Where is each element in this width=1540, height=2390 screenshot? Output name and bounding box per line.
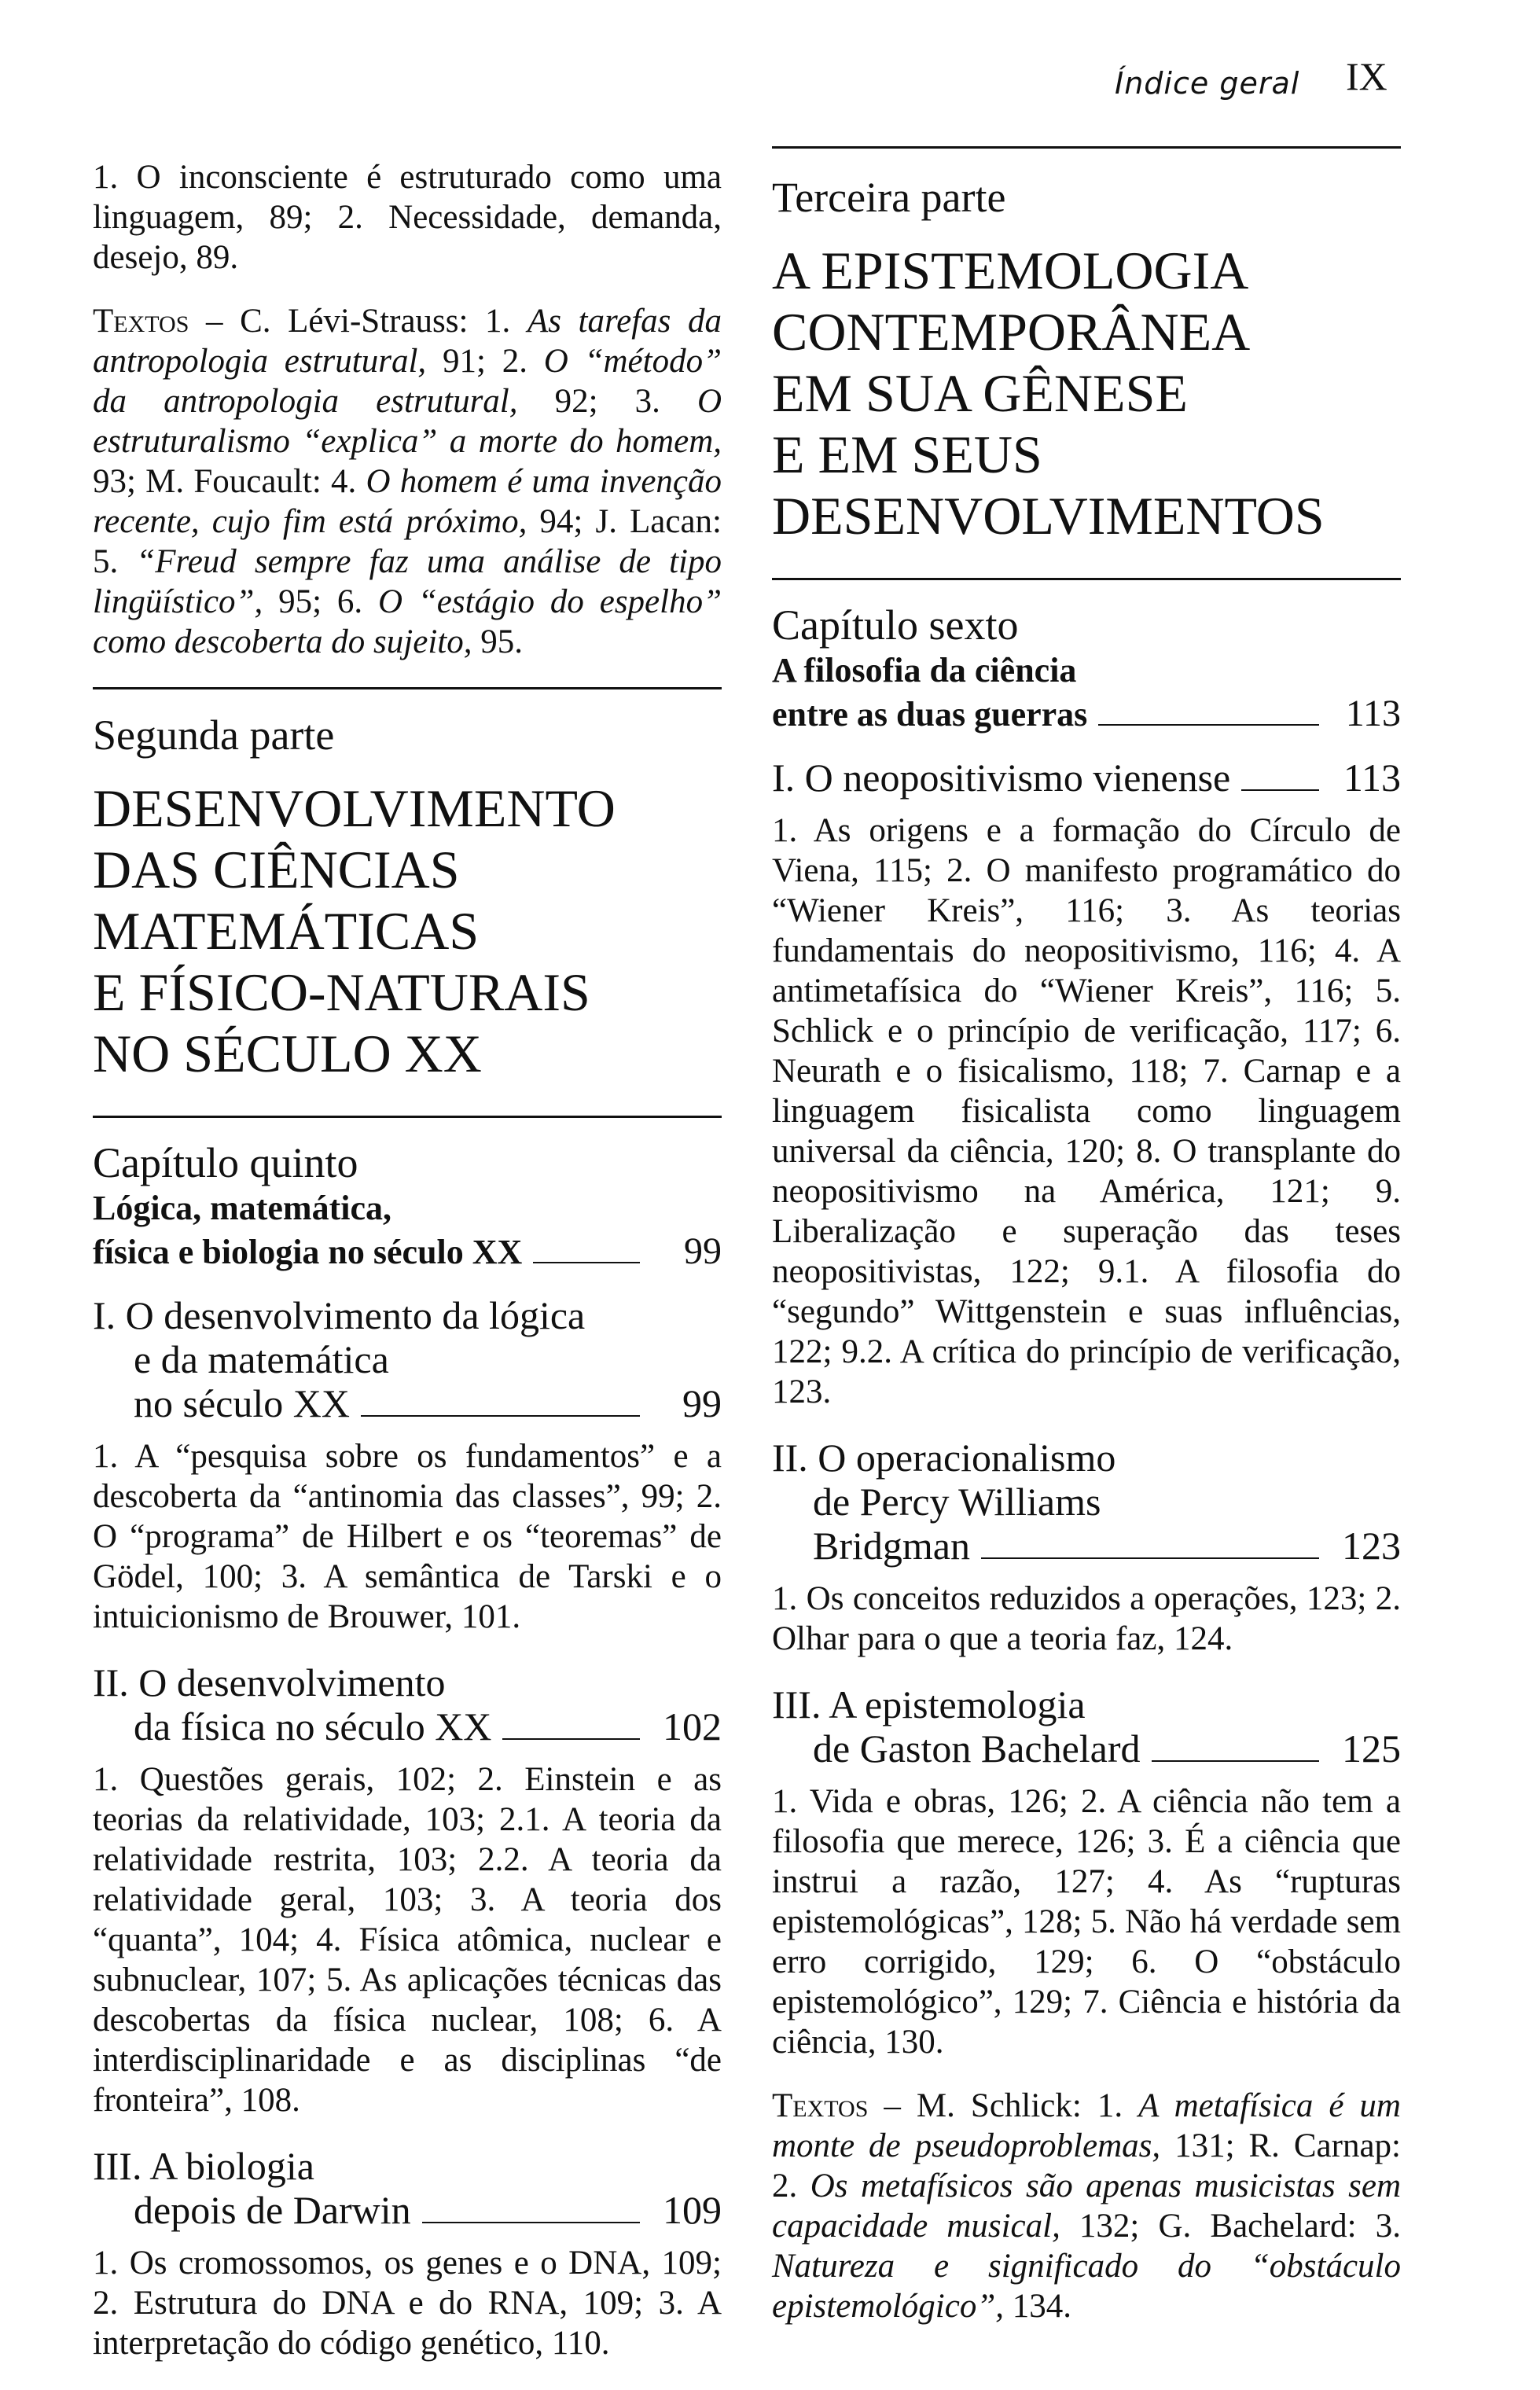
text-title: “Freud sempre faz uma análise de tipo lingüístico”, <box>93 543 722 620</box>
toc-entry-operationalism <box>772 1436 1401 1568</box>
toc-entry-logic <box>93 1293 722 1425</box>
divider <box>772 146 1401 149</box>
texts-part: 93; M. Foucault: 4. <box>93 463 366 500</box>
entry-summary: 1. Os conceitos reduzidos a operações, 123; 2. Olhar para o que a teoria faz, 124. <box>772 1580 1401 1657</box>
texts-part: 95; 6. <box>263 583 378 620</box>
texts-part: 92; 3. <box>517 383 697 420</box>
entry-title-line <box>93 1381 722 1425</box>
texts-part: 132; G. Bachelard: 3. <box>1060 2208 1401 2245</box>
page-header <box>0 53 1540 116</box>
chapter-page: 113 <box>1345 693 1401 734</box>
toc-entry-neopositivism <box>772 756 1401 800</box>
entry-title: III. A biologia <box>93 2144 314 2188</box>
texts-part: 94; J. Lacan: 5. <box>93 503 722 580</box>
entry-title: depois de Darwin <box>134 2188 411 2232</box>
part-title-line: CONTEMPORÂNEA <box>772 302 1251 362</box>
toc-entry-physics <box>93 1660 722 1748</box>
part-label: Segunda parte <box>93 711 335 759</box>
chapter-title-line <box>93 1230 722 1273</box>
part-label: Terceira parte <box>772 174 1006 221</box>
entry-title-line <box>93 1704 722 1748</box>
entry-title: da física no século XX <box>134 1704 492 1748</box>
entry-title: de Percy Williams <box>813 1480 1101 1524</box>
entry-title: I. O neopositivismo vienense <box>772 756 1231 800</box>
text-title: As tarefas da antropologia estrutural, <box>93 303 722 380</box>
dot-leader <box>502 1738 640 1740</box>
part-title <box>93 778 722 1084</box>
toc-entry-biology <box>93 2144 722 2232</box>
divider <box>93 687 722 689</box>
chapter-title: entre as duas guerras <box>772 695 1088 734</box>
dot-leader <box>1241 789 1319 791</box>
divider <box>772 578 1401 580</box>
entry-title-line <box>772 756 1401 800</box>
entry-page: 113 <box>1343 756 1401 800</box>
entry-summary: 1. Questões gerais, 102; 2. Einstein e as teorias da relatividade, 103; 2.1. A teoria da relatividade restrita, 103; 2.2. A teoria da relatividade geral, 103; 3. A teoria dos “quanta”, 104; 4. Física atômica, nuclear e subnuclear, 107; 5. As aplicações técnicas das descobertas da física nuclear, 108; 6. A interdisciplinaridade e as disciplinas “de fronteira”, 108. <box>93 1761 722 2119</box>
chapter-label: Capítulo sexto <box>772 601 1019 649</box>
entry-title: II. O desenvolvimento <box>93 1660 446 1704</box>
part-title-line: DESENVOLVIMENTO <box>93 778 616 838</box>
part-title-line: MATEMÁTICAS <box>93 901 480 961</box>
text-title: O homem é uma invenção recente, cujo fim está próximo, <box>93 463 722 540</box>
chapter-label: Capítulo quinto <box>93 1139 358 1186</box>
chapter-four-summary: 1. O inconsciente é estruturado como uma linguagem, 89; 2. Necessidade, demanda, desejo, 89. <box>93 159 722 276</box>
dot-leader <box>361 1415 640 1417</box>
running-title: Índice geral <box>1115 66 1300 101</box>
dot-leader <box>981 1557 1319 1559</box>
part-title-line: DAS CIÊNCIAS <box>93 840 460 899</box>
dot-leader <box>1098 724 1319 726</box>
entry-title: III. A epistemologia <box>772 1682 1086 1726</box>
entry-page: 123 <box>1342 1524 1401 1568</box>
entry-page: 99 <box>682 1381 722 1425</box>
chapter-title-line <box>772 692 1401 735</box>
chapter-title: física e biologia no século XX <box>93 1233 523 1271</box>
text-title: O “estágio do espelho” como descoberta do sujeito, <box>93 583 722 660</box>
entry-title: e da matemática <box>134 1337 389 1381</box>
part-title-line: E FÍSICO-NATURAIS <box>93 962 590 1022</box>
text-title: Natureza e significado do “obstáculo epistemológico”, <box>772 2248 1401 2325</box>
entry-page: 102 <box>663 1704 722 1748</box>
entry-page: 109 <box>663 2188 722 2232</box>
part-title-line: NO SÉCULO XX <box>93 1024 482 1083</box>
entry-summary: 1. Os cromossomos, os genes e o DNA, 109; 2. Estrutura do DNA e do RNA, 109; 3. A interpretação do código genético, 110. <box>93 2245 722 2362</box>
entry-summary: 1. As origens e a formação do Círculo de Viena, 115; 2. O manifesto programático do “Wiener Kreis”, 116; 3. As teorias fundamentais do neopositivismo, 116; 4. A antimetafísica do “Wiener Kreis”, 116; 5. Schlick e o princípio de verificação, 117; 6. Neurath e o fisicalismo, 118; 7. Carnap e a linguagem fisicalista como linguagem universal da ciência, 120; 8. O transplante do neopositivismo na América, 121; 9. Liberalização e superação das teses neopositivistas, 122; 9.1. A filosofia do “segundo” Wittgenstein e suas influências, 122; 9.2. A crítica do princípio de verificação, 123. <box>772 812 1401 1410</box>
part-title-line: E EM SEUS <box>772 425 1042 484</box>
entry-title: I. O desenvolvimento da lógica <box>93 1293 586 1337</box>
text-title: A metafísica é um monte de pseudoproblemas, <box>772 2087 1401 2164</box>
entry-summary: 1. Vida e obras, 126; 2. A ciência não tem a filosofia que merece, 126; 3. É a ciência que instrui a razão, 127; 4. As “rupturas epistemológicas”, 128; 5. Não há verdade sem erro corrigido, 129; 6. O “obstáculo epistemológico”, 129; 7. Ciência e história da ciência, 130. <box>772 1783 1401 2061</box>
right-column <box>772 146 1401 2350</box>
toc-entry-bachelard <box>772 1682 1401 1770</box>
entry-title-line <box>772 1726 1401 1770</box>
entry-title: no século XX <box>134 1381 350 1425</box>
entry-page: 125 <box>1342 1726 1401 1770</box>
part-title-line: DESENVOLVIMENTOS <box>772 486 1325 546</box>
texts-part: 91; 2. <box>426 343 544 380</box>
texts-label: Textos <box>93 303 189 340</box>
chapter-title: A filosofia da ciência <box>772 651 1077 689</box>
entry-title: Bridgman <box>813 1524 970 1568</box>
left-column <box>93 157 722 2387</box>
entry-summary: 1. A “pesquisa sobre os fundamentos” e a descoberta da “antinomia das classes”, 99; 2. O “programa” de Hilbert e os “teoremas” de Gödel, 100; 3. A semântica de Tarski e o intuicionismo de Brouwer, 101. <box>93 1438 722 1635</box>
text-title: O estruturalismo “explica” a morte do homem, <box>93 383 722 460</box>
text-title: O “método” da antropologia estrutural, <box>93 343 722 420</box>
texts-part: – C. Lévi-Strauss: 1. <box>189 303 527 340</box>
texts-part: 131; R. Carnap: 2. <box>772 2127 1401 2204</box>
entry-title: de Gaston Bachelard <box>813 1726 1141 1770</box>
entry-title-line <box>772 1524 1401 1568</box>
chapter-title: Lógica, matemática, <box>93 1189 391 1227</box>
part-title-line: EM SUA GÊNESE <box>772 363 1188 423</box>
text-title: Os metafísicos são apenas musicistas sem capacidade musical, <box>772 2168 1402 2245</box>
dot-leader <box>1152 1760 1319 1762</box>
dot-leader <box>533 1262 640 1263</box>
part-title-line: A EPISTEMOLOGIA <box>772 241 1249 300</box>
texts-list-right <box>772 2086 1401 2326</box>
divider <box>93 1116 722 1118</box>
chapter-page: 99 <box>684 1230 722 1272</box>
entry-title: II. O operacionalismo <box>772 1436 1116 1480</box>
texts-part: 134. <box>1004 2288 1071 2325</box>
entry-title-line <box>93 2188 722 2232</box>
texts-part: – M. Schlick: 1. <box>868 2087 1139 2124</box>
texts-part: 95. <box>472 623 523 660</box>
part-title <box>772 240 1401 546</box>
texts-label: Textos <box>772 2087 869 2124</box>
page-number: IX <box>1346 54 1387 98</box>
texts-list-left <box>93 301 722 662</box>
dot-leader <box>422 2222 640 2223</box>
